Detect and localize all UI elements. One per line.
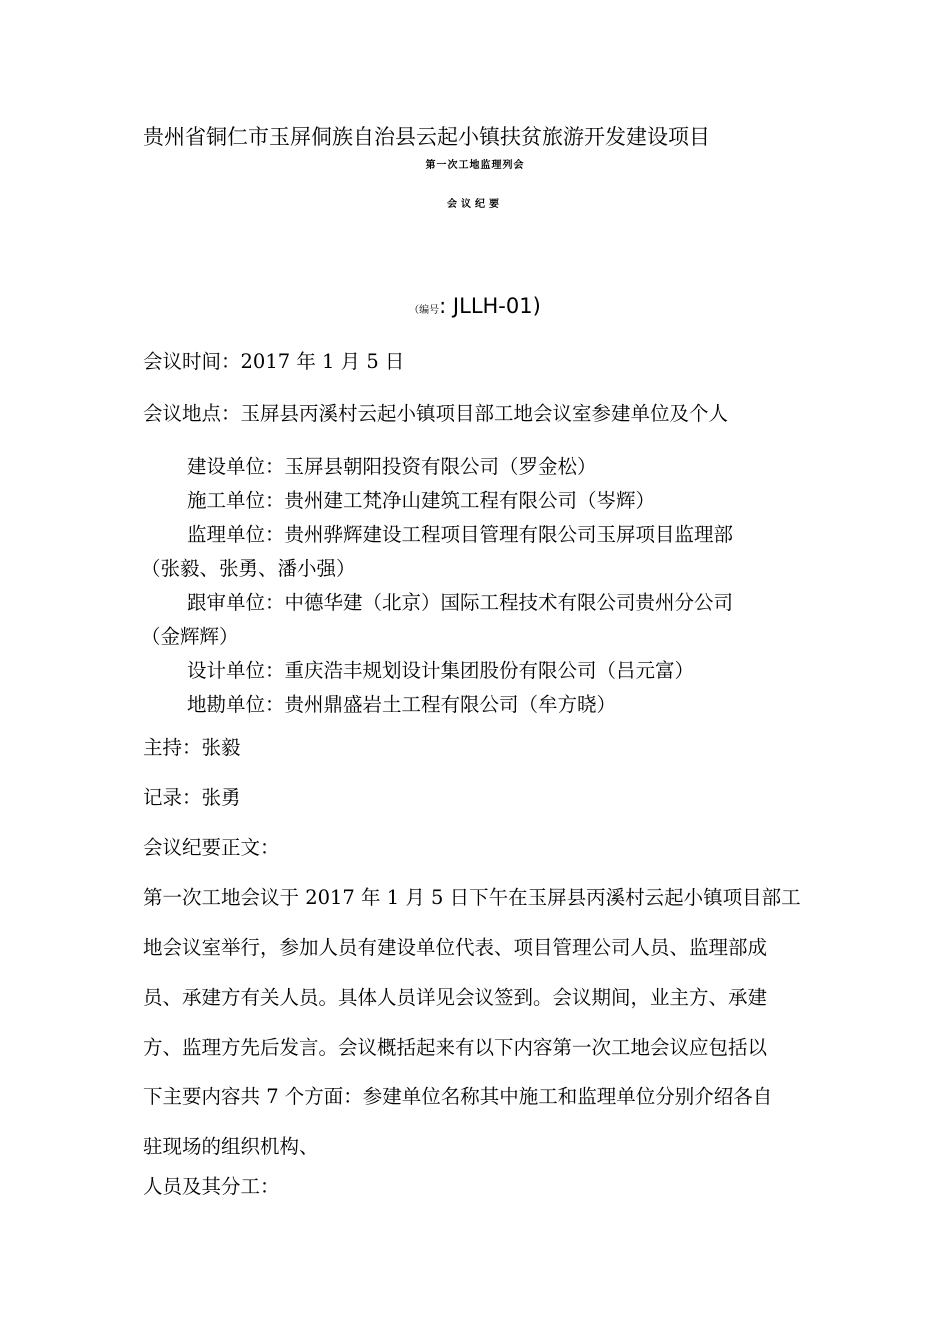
body-heading: 会议纪要正文： <box>143 836 280 859</box>
document-number-code: : JLLH-01) <box>439 294 541 318</box>
unit-contractor: 施工单位：贵州建工梵净山建筑工程有限公司（岑辉） <box>187 489 656 512</box>
body-line: 员、承建方有关人员。具体人员详见会议签到。会议期间，业主方、承建 <box>143 986 768 1009</box>
body-line: 驻现场的组织机构、 <box>143 1135 319 1158</box>
body-line: 下主要内容共 7 个方面：参建单位名称其中施工和监理单位分别介绍各自 <box>143 1085 773 1108</box>
unit-design: 设计单位：重庆浩丰规划设计集团股份有限公司（吕元富） <box>187 659 695 682</box>
unit-audit-members: （金辉辉） <box>141 625 239 648</box>
meeting-place: 会议地点：玉屏县丙溪村云起小镇项目部工地会议室参建单位及个人 <box>143 402 729 425</box>
body-line: 地会议室举行，参加人员有建设单位代表、项目管理公司人员、监理部成 <box>143 936 768 959</box>
staff-division-line: 人员及其分工： <box>143 1175 280 1198</box>
body-line: 方、监理方先后发言。会议概括起来有以下内容第一次工地会议应包括以 <box>143 1036 768 1059</box>
body-line: 第一次工地会议于 2017 年 1 月 5 日下午在玉屏县丙溪村云起小镇项目部工 <box>143 886 801 909</box>
meeting-host: 主持：张毅 <box>143 736 241 759</box>
meeting-title: 第一次工地监理列会 <box>425 160 525 171</box>
meeting-recorder: 记录：张勇 <box>143 786 241 809</box>
unit-supervisor-members: （张毅、张勇、潘小强） <box>141 557 356 580</box>
unit-survey: 地勘单位：贵州鼎盛岩土工程有限公司（牟方晓） <box>187 693 617 716</box>
document-number-prefix: （编号 <box>409 305 440 316</box>
unit-audit: 跟审单位：中德华建（北京）国际工程技术有限公司贵州分公司 <box>187 591 734 614</box>
unit-construction-owner: 建设单位：玉屏县朝阳投资有限公司（罗金松） <box>187 455 597 478</box>
document-type-title: 会议纪要 <box>447 199 503 210</box>
meeting-time: 会议时间：2017 年 1 月 5 日 <box>143 350 405 373</box>
project-name: 贵州省铜仁市玉屏侗族自治县云起小镇扶贫旅游开发建设项目 <box>143 125 710 149</box>
document-number <box>0 294 950 318</box>
unit-supervisor: 监理单位：贵州骅辉建设工程项目管理有限公司玉屏项目监理部 <box>187 523 734 546</box>
